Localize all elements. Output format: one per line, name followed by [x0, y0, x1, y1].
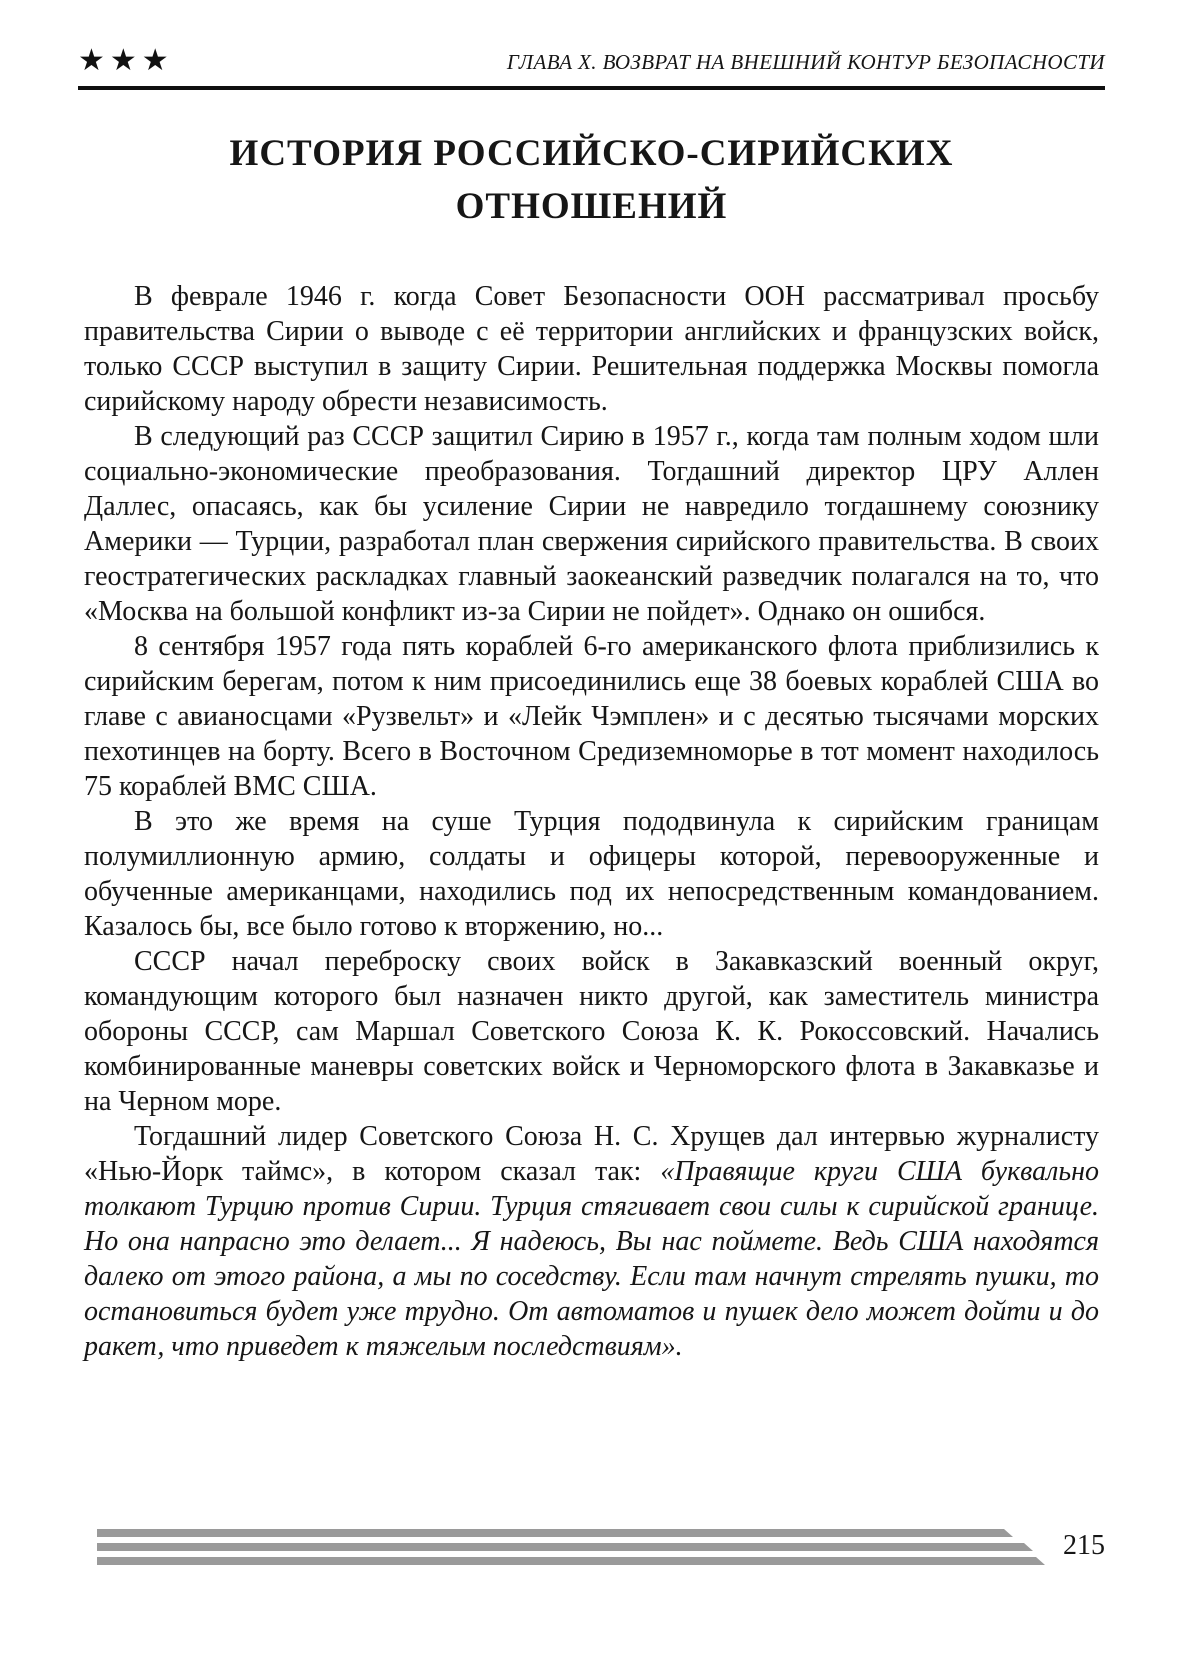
page-title — [78, 128, 1105, 233]
footer-bar-bottom — [97, 1557, 1045, 1565]
body-text — [78, 279, 1105, 1364]
page-header — [78, 46, 1105, 76]
chapter-heading: ГЛАВА X. ВОЗВРАТ НА ВНЕШНИЙ КОНТУР БЕЗОПАСНОСТИ — [506, 50, 1105, 74]
paragraph-5: СССР начал переброску своих войск в Закавказский военный округ, командующим которого был назначен никто другой, как заместитель министра обороны СССР, сам Маршал Советского Союза К. К. Рокоссовский. Начались комбинированные маневры советских войск и Черноморского флота в Закавказье и на Черном море. — [84, 946, 1099, 1118]
header-rule — [78, 86, 1105, 90]
paragraph-1: В феврале 1946 г. когда Совет Безопасности ООН рассматривал просьбу правительства Сирии о выводе с её территории английских и французских войск, только СССР выступил в защиту Сирии. Решительная поддержка Москвы помогла сирийскому народу обрести независимость. — [84, 281, 1099, 418]
footer-bar-middle — [97, 1543, 1033, 1551]
chapter-stars-icon: ★★★ — [78, 44, 174, 77]
page-number: 215 — [1063, 1530, 1105, 1561]
paragraph-6 — [84, 1119, 1099, 1364]
footer-rule-bars — [97, 1529, 1045, 1565]
page-title-line1: ИСТОРИЯ РОССИЙСКО-СИРИЙСКИХ — [229, 133, 954, 174]
quote-lead-text: Тогдашний лидер Советского Союза Н. С. Хрущев дал интервью журналисту «Нью-Йорк таймс», в котором сказал так: — [84, 1121, 1099, 1188]
paragraph-3: 8 сентября 1957 года пять кораблей 6-го американского флота приблизились к сирийским берегам, потом к ним присоединились еще 38 боевых кораблей США во главе с авианосцами «Рузвельт» и «Лейк Чэмплен» и с десятью тысячами морских пехотинцев на борту. Всего в Восточном Средиземноморье в тот момент находилось 75 кораблей ВМС США. — [84, 631, 1099, 803]
paragraph-2: В следующий раз СССР защитил Сирию в 1957 г., когда там полным ходом шли социально-экономические преобразования. Тогдашний директор ЦРУ Аллен Даллес, опасаясь, как бы усиление Сирии не навредило тогдашнему союзнику Америки — Турции, разработал план свержения сирийского правительства. В своих геостратегических раскладках главный заокеанский разведчик полагался на то, что «Москва на большой конфликт из-за Сирии не пойдет». Однако он ошибся. — [84, 421, 1099, 628]
quote-italic-text: «Правящие круги США буквально толкают Турцию против Сирии. Турция стягивает свои силы к сирийской границе. Но она напрасно это делает... Я надеюсь, Вы нас поймете. Ведь США находятся далеко от этого района, а мы по соседству. Если там начнут стрелять пушки, то остановиться будет уже трудно. От автоматов и пушек дело может дойти и до ракет, что приведет к тяжелым последствиям». — [84, 1156, 1099, 1363]
page-footer — [97, 1529, 1105, 1565]
paragraph-4: В это же время на суше Турция пододвинула к сирийским границам полумиллионную армию, солдаты и офицеры которой, перевооруженные и обученные американцами, находились под их непосредственным командованием. Казалось бы, все было готово к вторжению, но... — [84, 806, 1099, 943]
footer-bar-top — [97, 1529, 1013, 1537]
page-title-line2: ОТНОШЕНИЙ — [455, 185, 728, 227]
